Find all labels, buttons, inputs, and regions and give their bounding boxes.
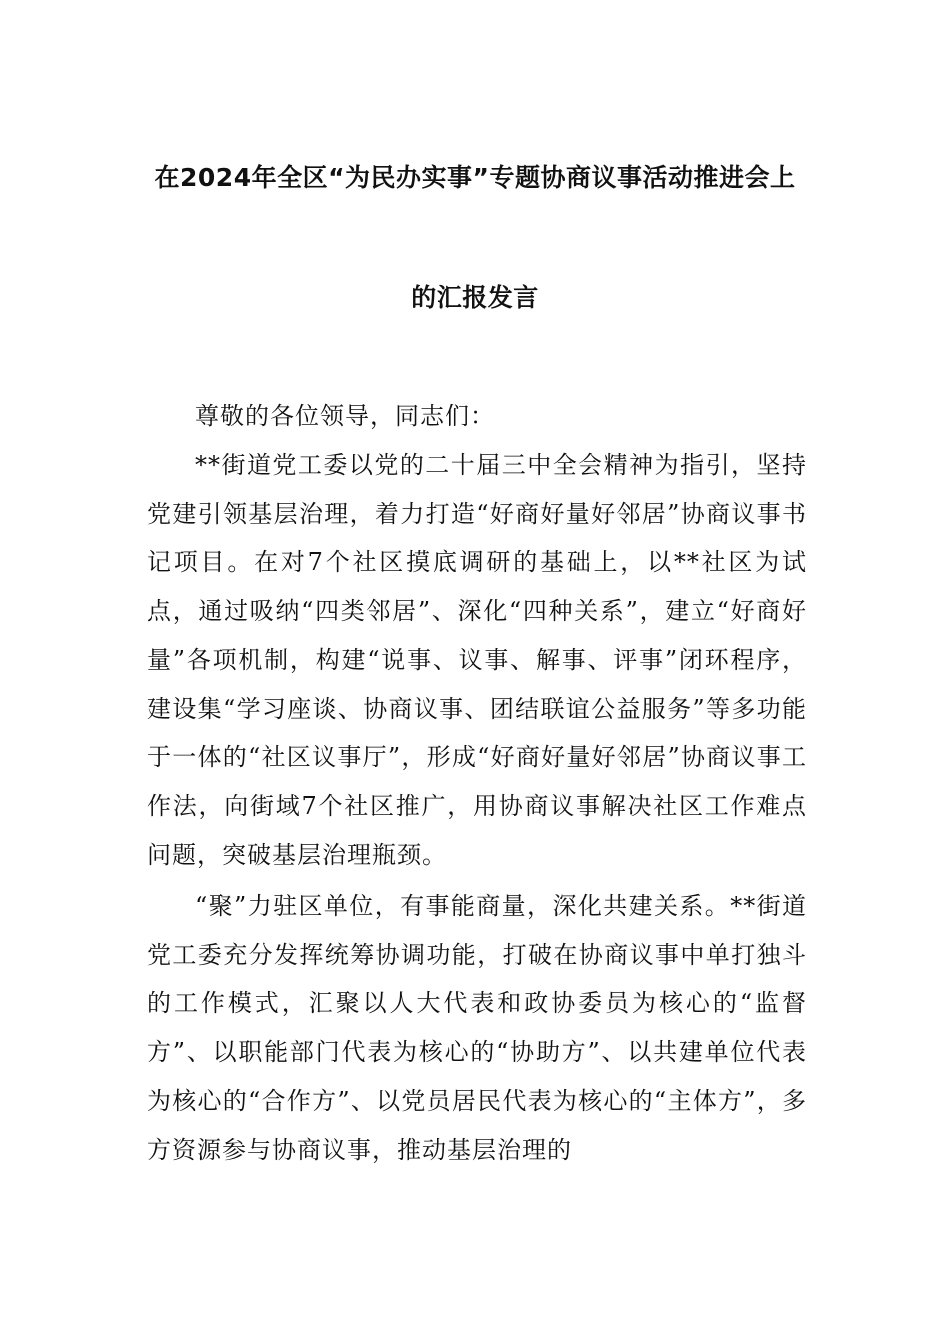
paragraph-block-2 [147,882,807,1174]
body-paragraph: “聚”力驻区单位，有事能商量，深化共建关系。**街道党工委充分发挥统筹协调功能，打破在协商议事中单打独斗的工作模式，汇聚以人大代表和政协委员为核心的“监督方”、以职能部门代表为核心的“协助方”、以共建单位代表为核心的“合作方”、以党员居民代表为核心的“主体方”，多方资源参与协商议事，推动基层治理的 [147,892,807,1164]
body-paragraph: **街道党工委以党的二十届三中全会精神为指引，坚持党建引领基层治理，着力打造“好商好量好邻居”协商议事书记项目。在对7个社区摸底调研的基础上，以**社区为试点，通过吸纳“四类邻居”、深化“四种关系”，建立“好商好量”各项机制，构建“说事、议事、解事、评事”闭环程序，建设集“学习座谈、协商议事、团结联谊公益服务”等多功能于一体的“社区议事厅”，形成“好商好量好邻居”协商议事工作法，向街域7个社区推广，用协商议事解决社区工作难点问题，突破基层治理瓶颈。 [147,451,807,869]
paragraph-block-1 [147,441,807,879]
document-title-line-1: 在2024年全区“为民办实事”专题协商议事活动推进会上 [154,163,796,192]
greeting-block [147,392,807,441]
greeting-text: 尊敬的各位领导，同志们： [195,402,495,430]
document-title-line-2: 的汇报发言 [411,283,539,312]
